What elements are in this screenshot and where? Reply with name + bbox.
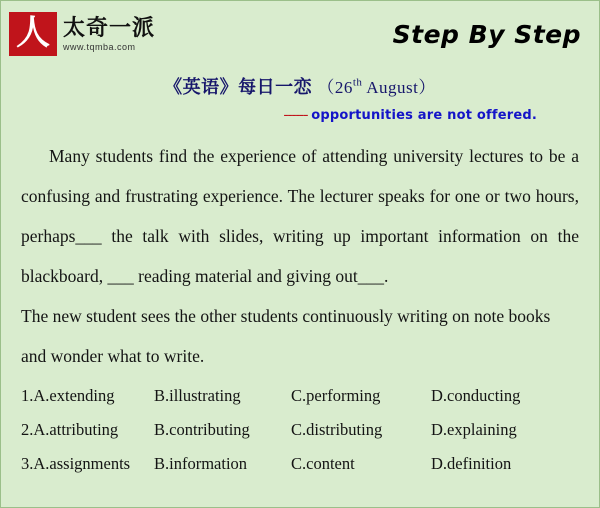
- brand-title: Step By Step: [392, 19, 581, 49]
- passage-last-line: The new student sees the other students continuously writing on note books and wonder what to write.: [21, 306, 551, 366]
- page-title-date-suffix: August）: [362, 78, 436, 97]
- logo-text-block: [63, 12, 155, 56]
- options-list: [21, 386, 579, 474]
- option-choice-b[interactable]: B.information: [154, 454, 248, 473]
- option-row: [21, 454, 579, 474]
- subtitle-dash: ------: [283, 107, 308, 123]
- option-choice-b[interactable]: B.contributing: [154, 420, 250, 439]
- option-choice-a[interactable]: 1.A.extending: [21, 386, 115, 405]
- option-row: [21, 386, 579, 406]
- option-choice-c[interactable]: C.distributing: [291, 420, 383, 439]
- option-choice-c[interactable]: C.performing: [291, 386, 381, 405]
- option-choice-d[interactable]: D.conducting: [431, 386, 521, 405]
- subtitle-text: opportunities are not offered.: [311, 108, 537, 123]
- logo-glyph: 人: [16, 15, 50, 52]
- option-choice-d[interactable]: D.explaining: [431, 420, 517, 439]
- option-row: [21, 420, 579, 440]
- subtitle: [1, 107, 599, 124]
- page-title-date-ordinal: th: [352, 76, 363, 89]
- option-choice-a[interactable]: 3.A.assignments: [21, 454, 131, 473]
- page-title: [1, 73, 599, 99]
- option-choice-b[interactable]: B.illustrating: [154, 386, 241, 405]
- page-title-date-prefix: （26: [317, 78, 353, 97]
- passage-paragraph: Many students find the experience of attending university lectures to be a confusing and frustrating experience. The lecturer speaks for one or two hours, perhaps___ the talk with slides, writing up important information on the blackboard, ___ reading material and giving out___.: [21, 146, 579, 286]
- page-header: [1, 1, 599, 63]
- passage-body: [21, 136, 579, 376]
- site-logo: [9, 9, 155, 59]
- option-choice-a[interactable]: 2.A.attributing: [21, 420, 119, 439]
- logo-mark-icon: [9, 12, 57, 56]
- option-choice-c[interactable]: C.content: [291, 454, 355, 473]
- option-choice-d[interactable]: D.definition: [431, 454, 512, 473]
- page-title-chinese: 《英语》每日一恋: [164, 77, 313, 98]
- logo-website-url: www.tqmba.com: [63, 41, 136, 52]
- logo-chinese-name: 太奇一派: [63, 15, 156, 41]
